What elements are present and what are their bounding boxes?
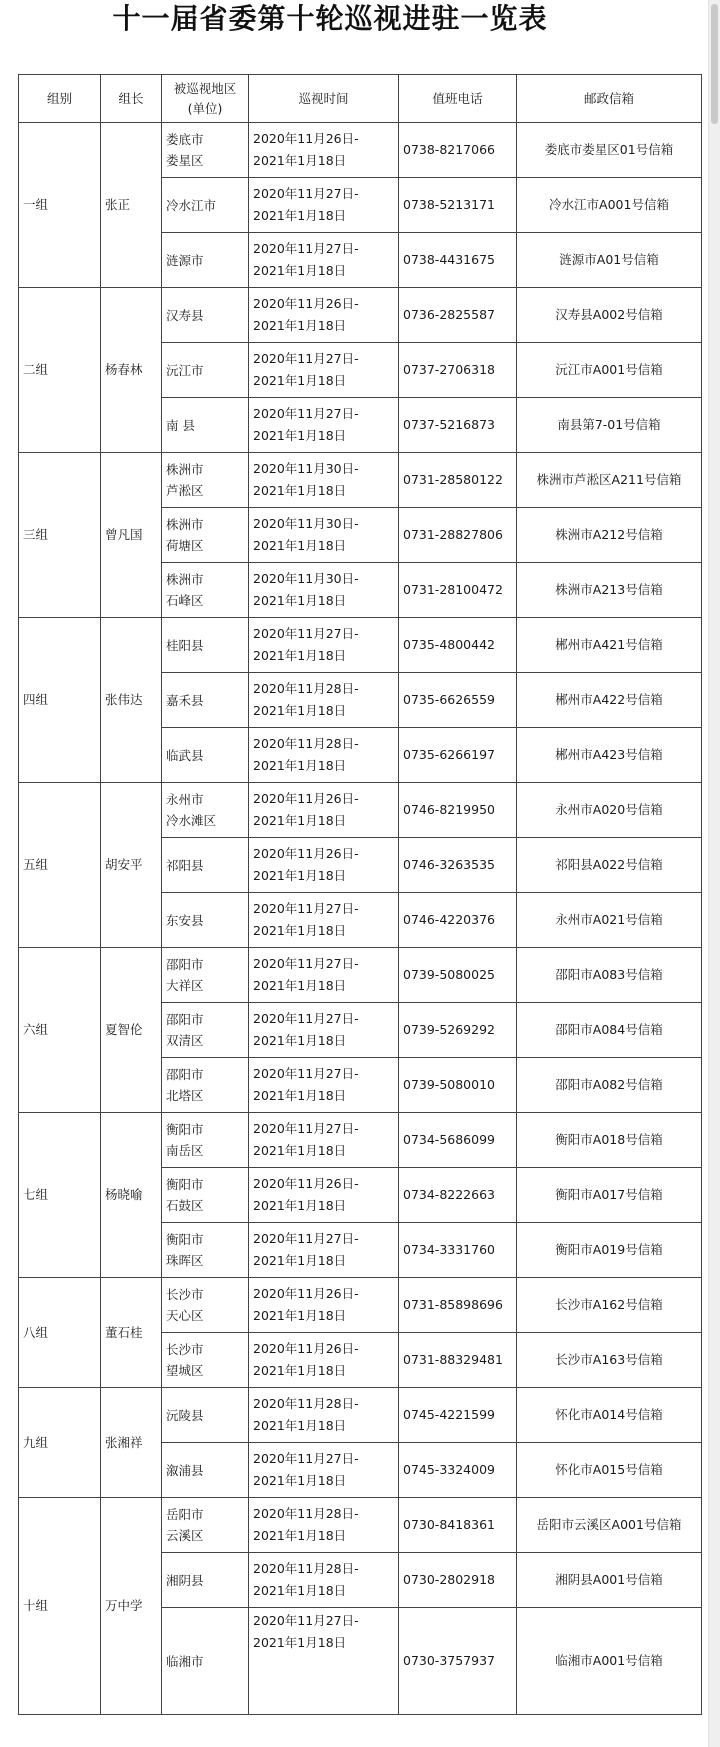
- period-cell: 2020年11月28日- 2021年1月18日: [249, 728, 399, 783]
- region-cell: 衡阳市 南岳区: [162, 1113, 249, 1168]
- table-row: [19, 948, 702, 1003]
- mail-cell: 郴州市A422号信箱: [517, 673, 702, 728]
- region-cell: 冷水江市: [162, 178, 249, 233]
- mail-cell: 衡阳市A019号信箱: [517, 1223, 702, 1278]
- region-cell: 衡阳市 石鼓区: [162, 1168, 249, 1223]
- inspection-table: [18, 74, 702, 1715]
- region-cell: 株洲市 石峰区: [162, 563, 249, 618]
- region-cell: 永州市 冷水滩区: [162, 783, 249, 838]
- mail-cell: 长沙市A162号信箱: [517, 1278, 702, 1333]
- region-cell: 临湘市: [162, 1608, 249, 1715]
- table-row: [19, 1498, 702, 1553]
- period-cell: 2020年11月27日- 2021年1月18日: [249, 1443, 399, 1498]
- period-cell: 2020年11月27日- 2021年1月18日: [249, 343, 399, 398]
- region-cell: 长沙市 天心区: [162, 1278, 249, 1333]
- region-cell: 溆浦县: [162, 1443, 249, 1498]
- region-cell: 株洲市 芦淞区: [162, 453, 249, 508]
- mail-cell: 邵阳市A083号信箱: [517, 948, 702, 1003]
- mail-cell: 永州市A020号信箱: [517, 783, 702, 838]
- period-cell: 2020年11月27日- 2021年1月18日: [249, 1608, 399, 1715]
- region-cell: 长沙市 望城区: [162, 1333, 249, 1388]
- phone-cell: 0738-8217066: [399, 123, 517, 178]
- header-phone: 值班电话: [399, 75, 517, 123]
- period-cell: 2020年11月26日- 2021年1月18日: [249, 838, 399, 893]
- region-cell: 东安县: [162, 893, 249, 948]
- period-cell: 2020年11月26日- 2021年1月18日: [249, 1168, 399, 1223]
- header-leader: 组长: [101, 75, 162, 123]
- table-row: [19, 1278, 702, 1333]
- mail-cell: 邵阳市A082号信箱: [517, 1058, 702, 1113]
- phone-cell: 0735-6626559: [399, 673, 517, 728]
- phone-cell: 0739-5080025: [399, 948, 517, 1003]
- period-cell: 2020年11月27日- 2021年1月18日: [249, 1223, 399, 1278]
- region-cell: 祁阳县: [162, 838, 249, 893]
- group-cell: 九组: [19, 1388, 101, 1498]
- region-cell: 邵阳市 北塔区: [162, 1058, 249, 1113]
- mail-cell: 株洲市A212号信箱: [517, 508, 702, 563]
- phone-cell: 0746-8219950: [399, 783, 517, 838]
- mail-cell: 衡阳市A018号信箱: [517, 1113, 702, 1168]
- leader-cell: 杨春林: [101, 288, 162, 453]
- header-row: [19, 75, 702, 123]
- mail-cell: 祁阳县A022号信箱: [517, 838, 702, 893]
- group-cell: 二组: [19, 288, 101, 453]
- phone-cell: 0734-3331760: [399, 1223, 517, 1278]
- mail-cell: 湘阴县A001号信箱: [517, 1553, 702, 1608]
- period-cell: 2020年11月27日- 2021年1月18日: [249, 948, 399, 1003]
- period-cell: 2020年11月27日- 2021年1月18日: [249, 398, 399, 453]
- phone-cell: 0738-4431675: [399, 233, 517, 288]
- mail-cell: 冷水江市A001号信箱: [517, 178, 702, 233]
- table-row: [19, 1388, 702, 1443]
- period-cell: 2020年11月27日- 2021年1月18日: [249, 1058, 399, 1113]
- mail-cell: 郴州市A423号信箱: [517, 728, 702, 783]
- table-row: [19, 123, 702, 178]
- region-cell: 岳阳市 云溪区: [162, 1498, 249, 1553]
- group-cell: 三组: [19, 453, 101, 618]
- scrollbar[interactable]: [708, 0, 720, 1747]
- group-cell: 五组: [19, 783, 101, 948]
- group-cell: 一组: [19, 123, 101, 288]
- period-cell: 2020年11月30日- 2021年1月18日: [249, 508, 399, 563]
- phone-cell: 0731-88329481: [399, 1333, 517, 1388]
- phone-cell: 0745-4221599: [399, 1388, 517, 1443]
- mail-cell: 邵阳市A084号信箱: [517, 1003, 702, 1058]
- leader-cell: 胡安平: [101, 783, 162, 948]
- mail-cell: 衡阳市A017号信箱: [517, 1168, 702, 1223]
- table-body: [19, 123, 702, 1715]
- period-cell: 2020年11月27日- 2021年1月18日: [249, 1003, 399, 1058]
- period-cell: 2020年11月26日- 2021年1月18日: [249, 1278, 399, 1333]
- phone-cell: 0735-4800442: [399, 618, 517, 673]
- phone-cell: 0737-5216873: [399, 398, 517, 453]
- mail-cell: 怀化市A015号信箱: [517, 1443, 702, 1498]
- scrollbar-thumb[interactable]: [711, 4, 718, 124]
- period-cell: 2020年11月26日- 2021年1月18日: [249, 1333, 399, 1388]
- phone-cell: 0739-5269292: [399, 1003, 517, 1058]
- group-cell: 八组: [19, 1278, 101, 1388]
- phone-cell: 0738-5213171: [399, 178, 517, 233]
- leader-cell: 张湘祥: [101, 1388, 162, 1498]
- period-cell: 2020年11月26日- 2021年1月18日: [249, 288, 399, 343]
- mail-cell: 永州市A021号信箱: [517, 893, 702, 948]
- phone-cell: 0730-3757937: [399, 1608, 517, 1715]
- mail-cell: 怀化市A014号信箱: [517, 1388, 702, 1443]
- region-cell: 株洲市 荷塘区: [162, 508, 249, 563]
- phone-cell: 0731-28580122: [399, 453, 517, 508]
- header-period: 巡视时间: [249, 75, 399, 123]
- period-cell: 2020年11月27日- 2021年1月18日: [249, 178, 399, 233]
- region-cell: 衡阳市 珠晖区: [162, 1223, 249, 1278]
- region-cell: 沅陵县: [162, 1388, 249, 1443]
- phone-cell: 0739-5080010: [399, 1058, 517, 1113]
- mail-cell: 临湘市A001号信箱: [517, 1608, 702, 1715]
- mail-cell: 株洲市A213号信箱: [517, 563, 702, 618]
- period-cell: 2020年11月27日- 2021年1月18日: [249, 1113, 399, 1168]
- period-cell: 2020年11月28日- 2021年1月18日: [249, 673, 399, 728]
- group-cell: 六组: [19, 948, 101, 1113]
- table-row: [19, 288, 702, 343]
- period-cell: 2020年11月28日- 2021年1月18日: [249, 1498, 399, 1553]
- period-cell: 2020年11月26日- 2021年1月18日: [249, 123, 399, 178]
- leader-cell: 曾凡国: [101, 453, 162, 618]
- table-row: [19, 618, 702, 673]
- mail-cell: 沅江市A001号信箱: [517, 343, 702, 398]
- phone-cell: 0734-5686099: [399, 1113, 517, 1168]
- phone-cell: 0731-85898696: [399, 1278, 517, 1333]
- phone-cell: 0746-3263535: [399, 838, 517, 893]
- page-title: 十一届省委第十轮巡视进驻一览表: [112, 2, 548, 35]
- phone-cell: 0730-8418361: [399, 1498, 517, 1553]
- period-cell: 2020年11月30日- 2021年1月18日: [249, 563, 399, 618]
- leader-cell: 张伟达: [101, 618, 162, 783]
- period-cell: 2020年11月27日- 2021年1月18日: [249, 893, 399, 948]
- mail-cell: 郴州市A421号信箱: [517, 618, 702, 673]
- group-cell: 十组: [19, 1498, 101, 1715]
- header-mail: 邮政信箱: [517, 75, 702, 123]
- period-cell: 2020年11月28日- 2021年1月18日: [249, 1553, 399, 1608]
- region-cell: 娄底市 娄星区: [162, 123, 249, 178]
- table-row: [19, 783, 702, 838]
- mail-cell: 娄底市娄星区01号信箱: [517, 123, 702, 178]
- mail-cell: 株洲市芦淞区A211号信箱: [517, 453, 702, 508]
- leader-cell: 夏智伦: [101, 948, 162, 1113]
- group-cell: 四组: [19, 618, 101, 783]
- phone-cell: 0736-2825587: [399, 288, 517, 343]
- mail-cell: 南县第7-01号信箱: [517, 398, 702, 453]
- header-group: 组别: [19, 75, 101, 123]
- region-cell: 临武县: [162, 728, 249, 783]
- group-cell: 七组: [19, 1113, 101, 1278]
- region-cell: 涟源市: [162, 233, 249, 288]
- phone-cell: 0746-4220376: [399, 893, 517, 948]
- period-cell: 2020年11月27日- 2021年1月18日: [249, 233, 399, 288]
- region-cell: 南 县: [162, 398, 249, 453]
- leader-cell: 张正: [101, 123, 162, 288]
- leader-cell: 董石桂: [101, 1278, 162, 1388]
- phone-cell: 0745-3324009: [399, 1443, 517, 1498]
- mail-cell: 涟源市A01号信箱: [517, 233, 702, 288]
- period-cell: 2020年11月26日- 2021年1月18日: [249, 783, 399, 838]
- region-cell: 邵阳市 双清区: [162, 1003, 249, 1058]
- table-row: [19, 453, 702, 508]
- phone-cell: 0731-28100472: [399, 563, 517, 618]
- table-row: [19, 1113, 702, 1168]
- region-cell: 嘉禾县: [162, 673, 249, 728]
- header-region: 被巡视地区 (单位): [162, 75, 249, 123]
- mail-cell: 长沙市A163号信箱: [517, 1333, 702, 1388]
- mail-cell: 汉寿县A002号信箱: [517, 288, 702, 343]
- phone-cell: 0737-2706318: [399, 343, 517, 398]
- period-cell: 2020年11月28日- 2021年1月18日: [249, 1388, 399, 1443]
- leader-cell: 杨晓喻: [101, 1113, 162, 1278]
- region-cell: 湘阴县: [162, 1553, 249, 1608]
- region-cell: 邵阳市 大祥区: [162, 948, 249, 1003]
- phone-cell: 0731-28827806: [399, 508, 517, 563]
- mail-cell: 岳阳市云溪区A001号信箱: [517, 1498, 702, 1553]
- phone-cell: 0735-6266197: [399, 728, 517, 783]
- period-cell: 2020年11月30日- 2021年1月18日: [249, 453, 399, 508]
- region-cell: 汉寿县: [162, 288, 249, 343]
- region-cell: 沅江市: [162, 343, 249, 398]
- phone-cell: 0730-2802918: [399, 1553, 517, 1608]
- leader-cell: 万中学: [101, 1498, 162, 1715]
- phone-cell: 0734-8222663: [399, 1168, 517, 1223]
- region-cell: 桂阳县: [162, 618, 249, 673]
- period-cell: 2020年11月27日- 2021年1月18日: [249, 618, 399, 673]
